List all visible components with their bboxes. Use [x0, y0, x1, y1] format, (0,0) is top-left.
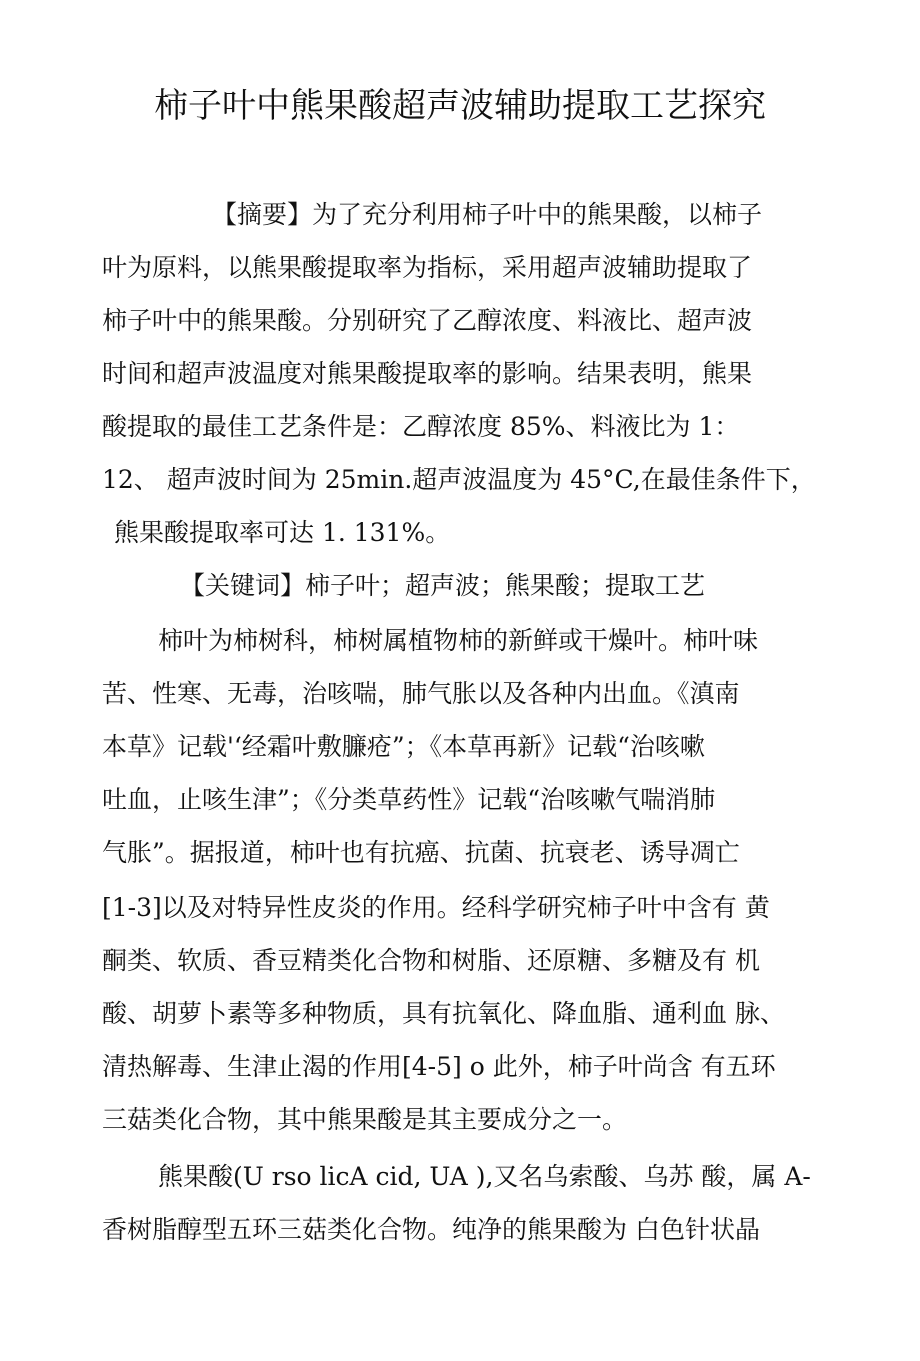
body-line: 清热解毒、生津止渴的作用[4-5] o 此外，柿子叶尚含 有五环	[102, 1052, 776, 1081]
body-line: 酮类、软质、香豆精类化合物和树脂、还原糖、多糖及有 机	[102, 946, 760, 975]
body-line: 苦、性寒、无毒，治咳喘，肺气胀以及各种内出血。《滇南	[102, 679, 740, 708]
abstract-line: 酸提取的最佳工艺条件是：乙醇浓度 85%、料液比为 1：	[102, 412, 740, 441]
abstract-line: 时间和超声波温度对熊果酸提取率的影响。结果表明，熊果	[102, 359, 753, 388]
body-line: 吐血，止咳生津”；《分类草药性》记载“治咳嗽气喘消肺	[102, 785, 716, 814]
abstract-line: 叶为原料，以熊果酸提取率为指标，采用超声波辅助提取了	[102, 253, 753, 282]
body-line: 气胀”。据报道，柿叶也有抗癌、抗菌、抗衰老、诱导凋亡	[102, 838, 740, 867]
abstract-line: 【摘要】为了充分利用柿子叶中的熊果酸，以柿子	[212, 200, 763, 229]
body-line: 酸、胡萝卜素等多种物质，具有抗氧化、降血脂、通利血 脉、	[102, 999, 785, 1028]
body-line: 本草》记载'‘经霜叶敷臁疮”；《本草再新》记载“治咳嗽	[102, 732, 705, 761]
keywords-line: 【关键词】柿子叶；超声波；熊果酸；提取工艺	[180, 571, 706, 600]
abstract-line: 12、 超声波时间为 25min.超声波温度为 45°C,在最佳条件下，	[102, 465, 816, 494]
body-line: 柿叶为柿树科，柿树属植物柿的新鲜或干燥叶。柿叶味	[158, 626, 759, 655]
abstract-line: 熊果酸提取率可达 1. 131%。	[114, 518, 451, 547]
paper-title: 柿子叶中熊果酸超声波辅助提取工艺探究	[154, 86, 766, 126]
body-line: 熊果酸(U rso licA cid, UA ),又名乌索酸、乌苏 酸，属 A-	[158, 1162, 811, 1191]
body-line: [1-3]以及对特异性皮炎的作用。经科学研究柿子叶中含有 黄	[102, 893, 770, 922]
abstract-line: 柿子叶中的熊果酸。分别研究了乙醇浓度、料液比、超声波	[102, 306, 753, 335]
body-line: 香树脂醇型五环三菇类化合物。纯净的熊果酸为 白色针状晶	[102, 1215, 760, 1244]
body-line: 三菇类化合物，其中熊果酸是其主要成分之一。	[102, 1105, 628, 1134]
